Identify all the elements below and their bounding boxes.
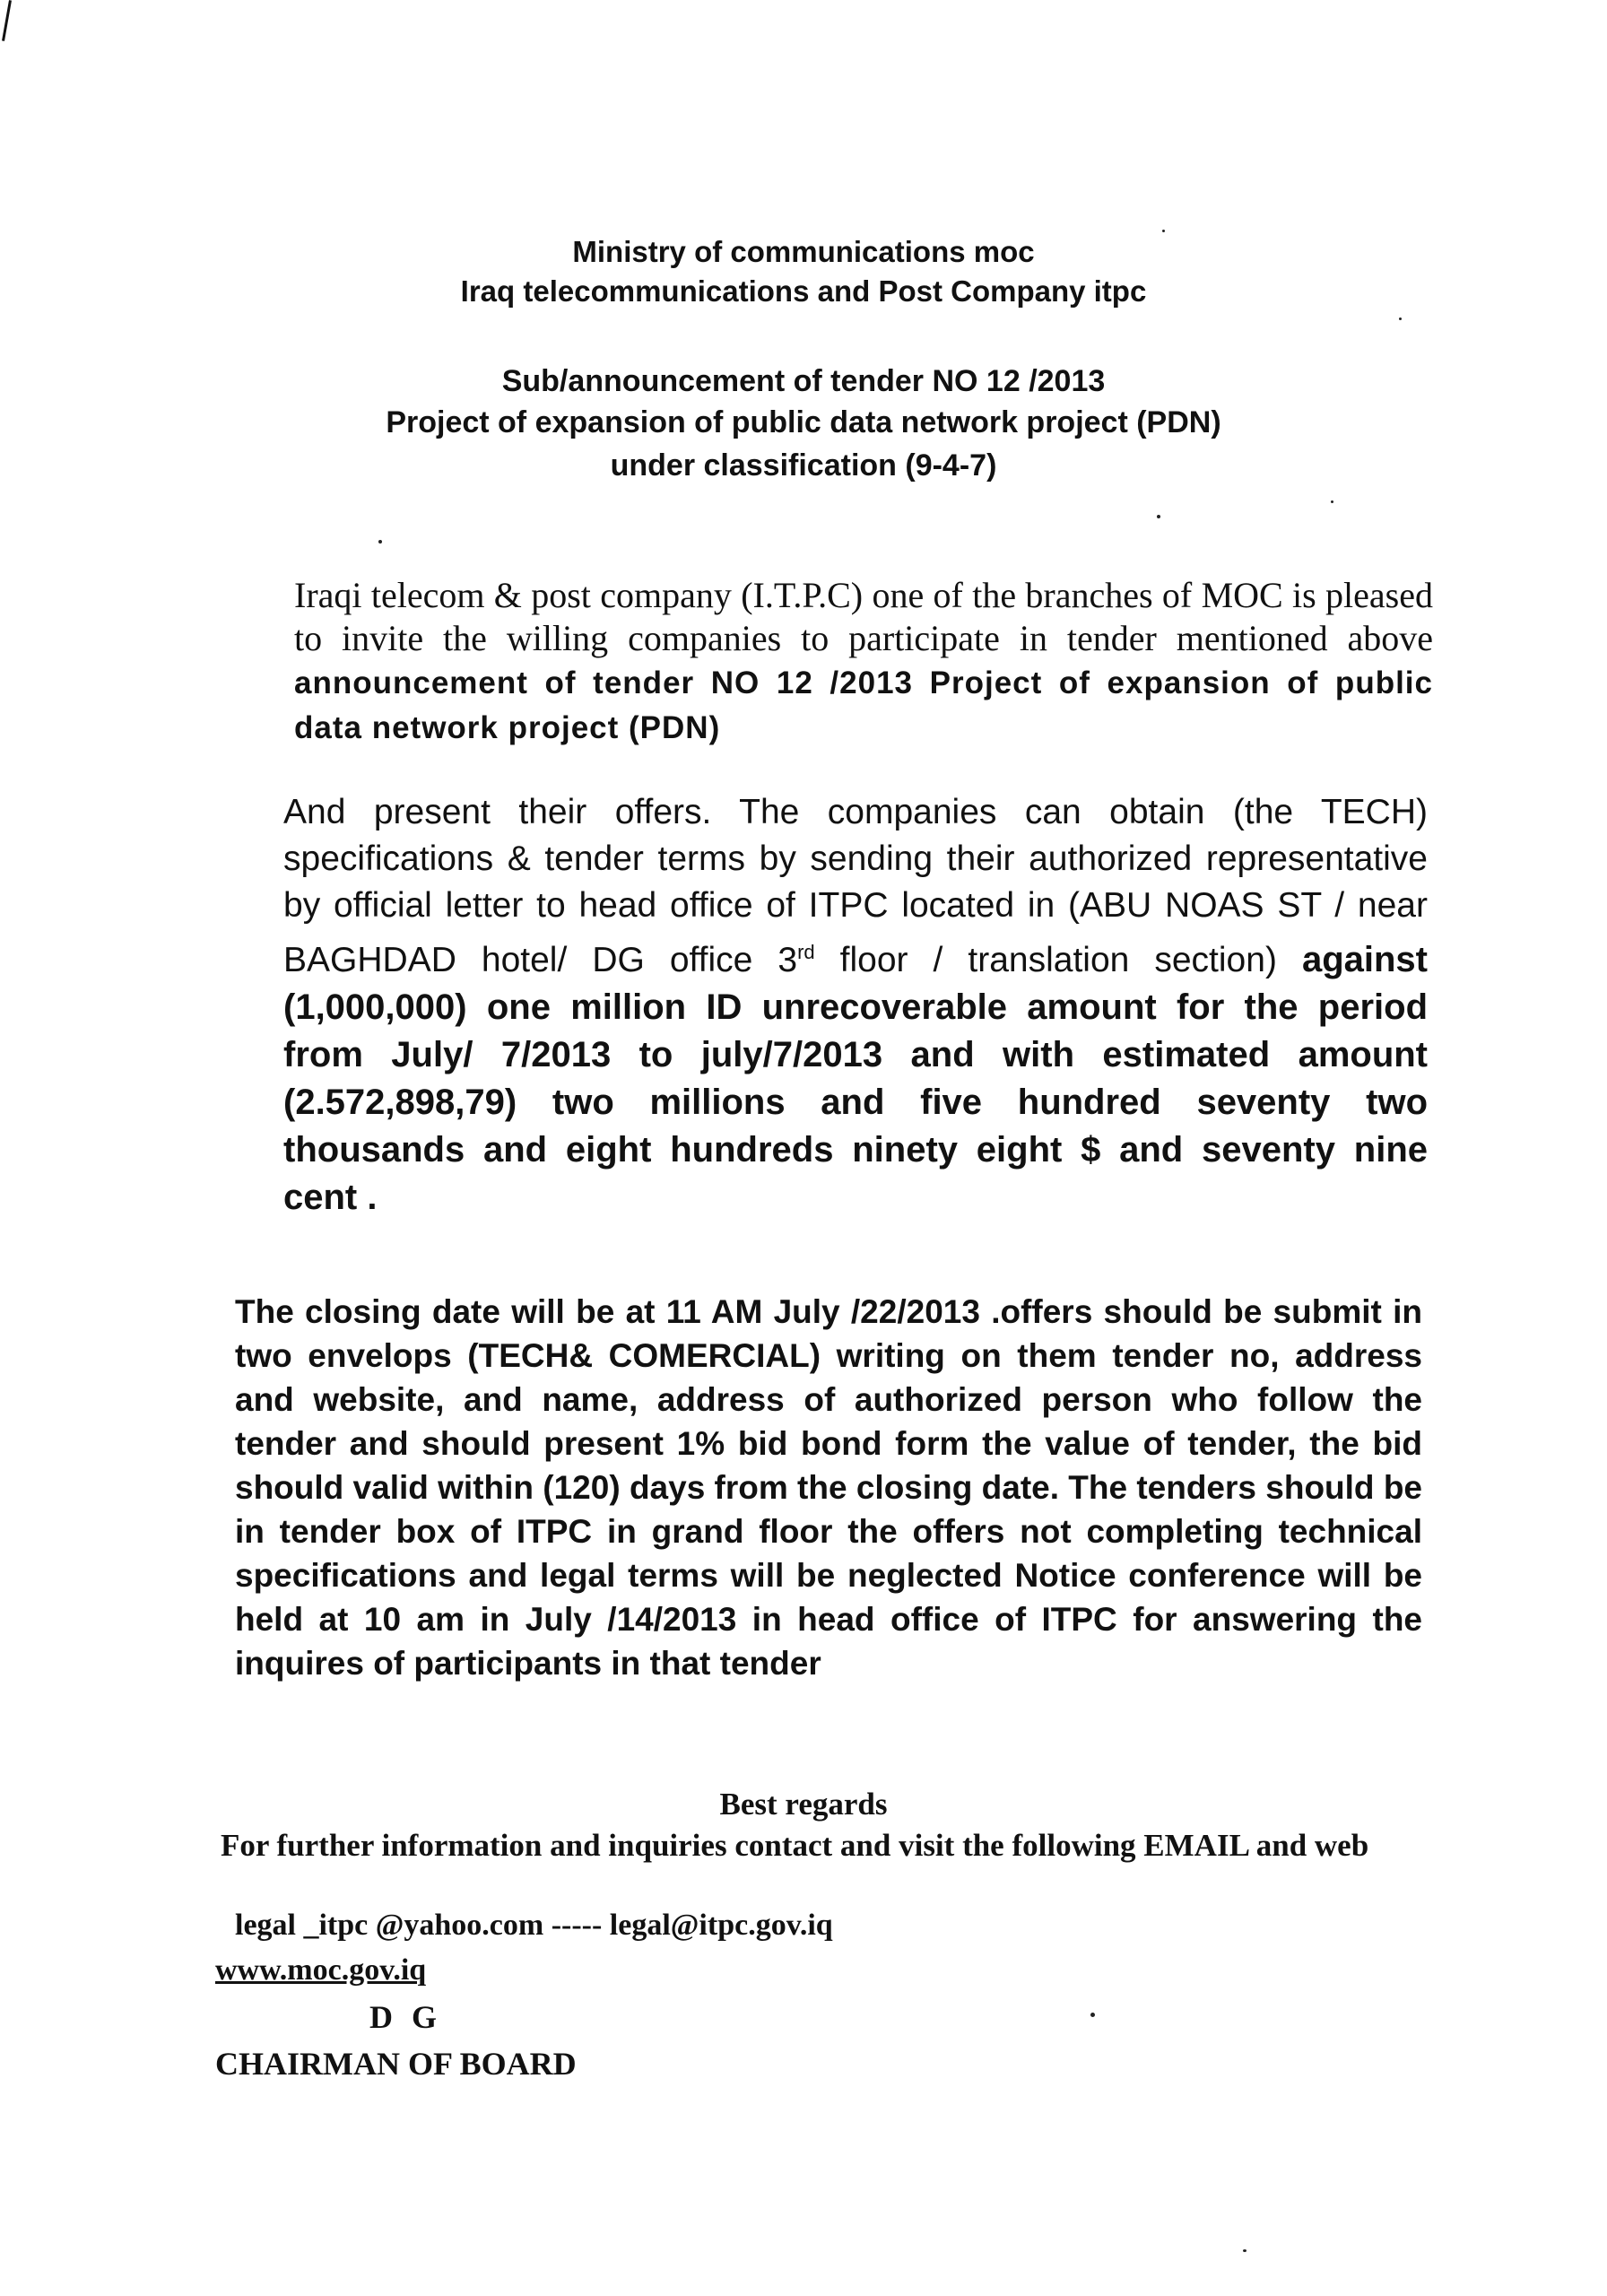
offers-superscript: rd — [797, 941, 815, 963]
offers-bold-text: against (1,000,000) one million ID unrecoverable amount for the period from July/ 7/2013 to july/7/2013 and with estimated amount (2.572,898,79) two millions and five hundred seventy two thousands and eight hundreds ninety eight $ and seventy nine cent . — [283, 940, 1428, 1217]
scan-speck — [1162, 230, 1165, 232]
scan-speck — [378, 540, 382, 544]
invitation-text: Iraqi telecom & post company (I.T.P.C) one of the branches of MOC is pleased to invite the willing companies to participate in tender mentioned above — [294, 575, 1433, 658]
scan-mark — [2, 0, 12, 41]
best-regards: Best regards — [719, 1787, 888, 1822]
invitation-paragraph — [294, 574, 1433, 750]
header-tender-number: Sub/announcement of tender NO 12 /2013 — [501, 364, 1106, 398]
offers-text-a: And present their offers. The companies can obtain (the TECH) specifications & tender terms by sending their authorized representative by official letter to head office of ITPC located in (ABU NOAS ST / near BAGHDAD hotel/ DG office 3 — [283, 793, 1428, 979]
header-project: Project of expansion of public data network project (PDN) — [386, 405, 1221, 439]
header-classification: under classification (9-4-7) — [610, 448, 997, 483]
invitation-bold-text: announcement of tender NO 12 /2013 Project of expansion of public data network project (PDN) — [294, 665, 1433, 745]
scan-speck — [1090, 2013, 1095, 2017]
website-link[interactable]: www.moc.gov.iq — [215, 1953, 427, 1987]
signature-chairman: CHAIRMAN OF BOARD — [215, 2046, 577, 2082]
closing-date-paragraph: The closing date will be at 11 AM July /22/2013 .offers should be submit in two envelops (TECH& COMERCIAL) writing on them tender no, address and website, and name, address of authorized person who follow the tender and should present 1% bid bond form the value of tender, the bid should valid within (120) days from the closing date. The tenders should be in tender box of ITPC in grand floor the offers not completing technical specifications and legal terms will be neglected Notice conference will be held at 10 am in July /14/2013 in head office of ITPC for answering the inquires of participants in that tender — [235, 1293, 1422, 1682]
offers-text-b: floor / translation section) — [814, 941, 1302, 979]
offers-paragraph — [283, 789, 1428, 1222]
signature-dg: D G — [369, 1999, 442, 2035]
header-company: Iraq telecommunications and Post Company itpc — [460, 274, 1147, 308]
scan-speck — [1331, 500, 1333, 503]
scan-speck — [1399, 317, 1402, 320]
header-ministry: Ministry of communications moc — [572, 235, 1035, 268]
scan-speck — [1157, 515, 1160, 518]
contact-emails: legal _itpc @yahoo.com ----- legal@itpc.gov.iq — [235, 1909, 833, 1942]
further-info: For further information and inquiries contact and visit the following EMAIL and web — [221, 1828, 1369, 1863]
scan-speck — [1243, 2249, 1247, 2252]
